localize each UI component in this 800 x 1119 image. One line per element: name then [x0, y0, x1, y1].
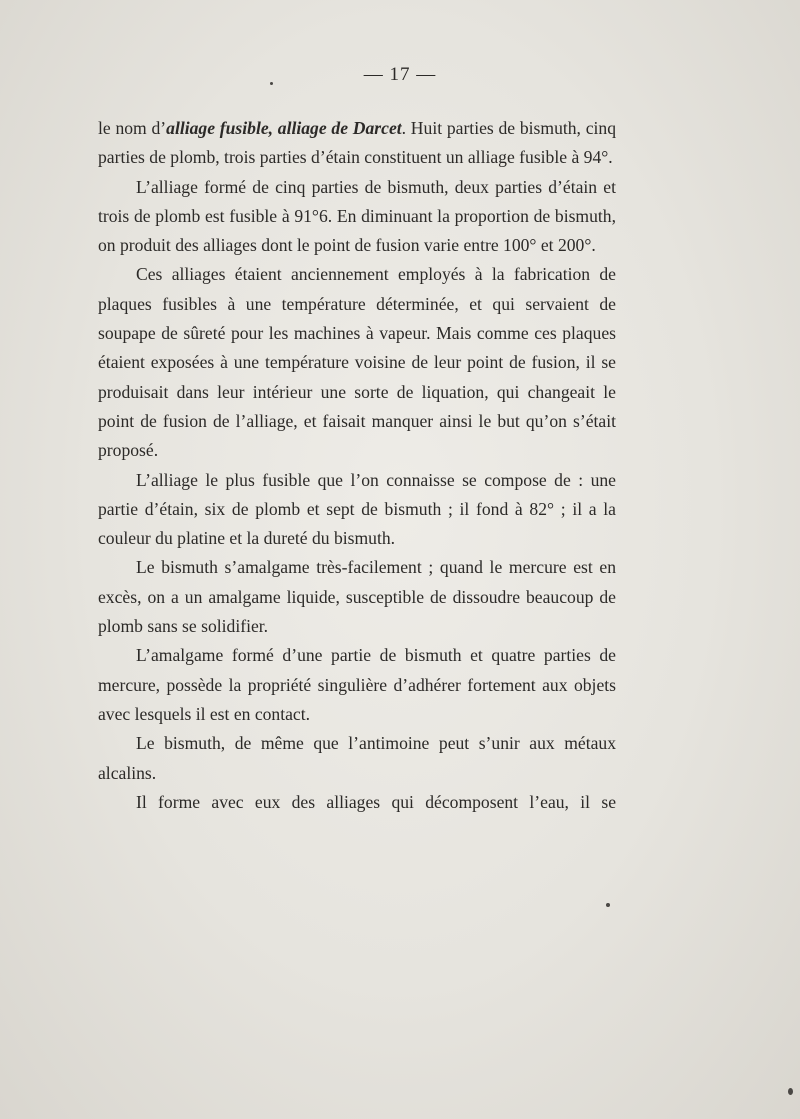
alloy-name-italic: alliage fusible, alliage de Darcet — [166, 118, 402, 138]
paper-speck — [606, 903, 610, 907]
paper-speck — [788, 1088, 793, 1095]
body-text — [98, 114, 616, 817]
paragraph-2: L’alliage formé de cinq parties de bismuth, deux parties d’étain et trois de plomb est fusible à 91°6. En diminuant la proportion de bismuth, on produit des alliages dont le point de fusion varie entre 100° et 200°. — [98, 176, 616, 256]
paragraph-3: Ces alliages étaient anciennement employés à la fabrication de plaques fusibles à une température déterminée, et qui servaient de soupape de sûreté pour les machines à vapeur. Mais comme ces plaques étaient exposées à une température voisine de leur point de fusion, il se produisait dans leur intérieur une sorte de liquation, qui changeait le point de fusion de l’alliage, et faisait manquer ainsi le but qu’on s’était proposé. — [98, 264, 616, 461]
paper-speck — [270, 82, 273, 85]
paragraph-1-rest: . Huit parties de bismuth, cinq parties de plomb, trois parties d’étain constituent un alliage fusible à 94°. — [98, 118, 617, 168]
paragraph-1-intro: le nom d’ — [98, 118, 167, 138]
paragraph-6: L’amalgame formé d’une partie de bismuth et quatre parties de mercure, possède la propriété singulière d’adhérer fortement aux objets avec lesquels il est en contact. — [98, 645, 616, 724]
paragraph-4: L’alliage le plus fusible que l’on connaisse se compose de : une partie d’étain, six de plomb et sept de bismuth ; il fond à 82° ; il a la couleur du platine et la dureté du bismuth. — [98, 469, 616, 549]
page-number: — 17 — — [363, 64, 437, 85]
paragraph-5: Le bismuth s’amalgame très-facilement ; quand le mercure est en excès, on a un amalgame liquide, susceptible de dissoudre beaucoup de plomb sans se solidifier. — [98, 557, 616, 637]
paragraph-8: Il forme avec eux des alliages qui décomposent l’eau, il se — [136, 791, 616, 812]
paragraph-1 — [98, 114, 616, 173]
paragraph-7: Le bismuth, de même que l’antimoine peut s’unir aux métaux alcalins. — [98, 733, 616, 783]
